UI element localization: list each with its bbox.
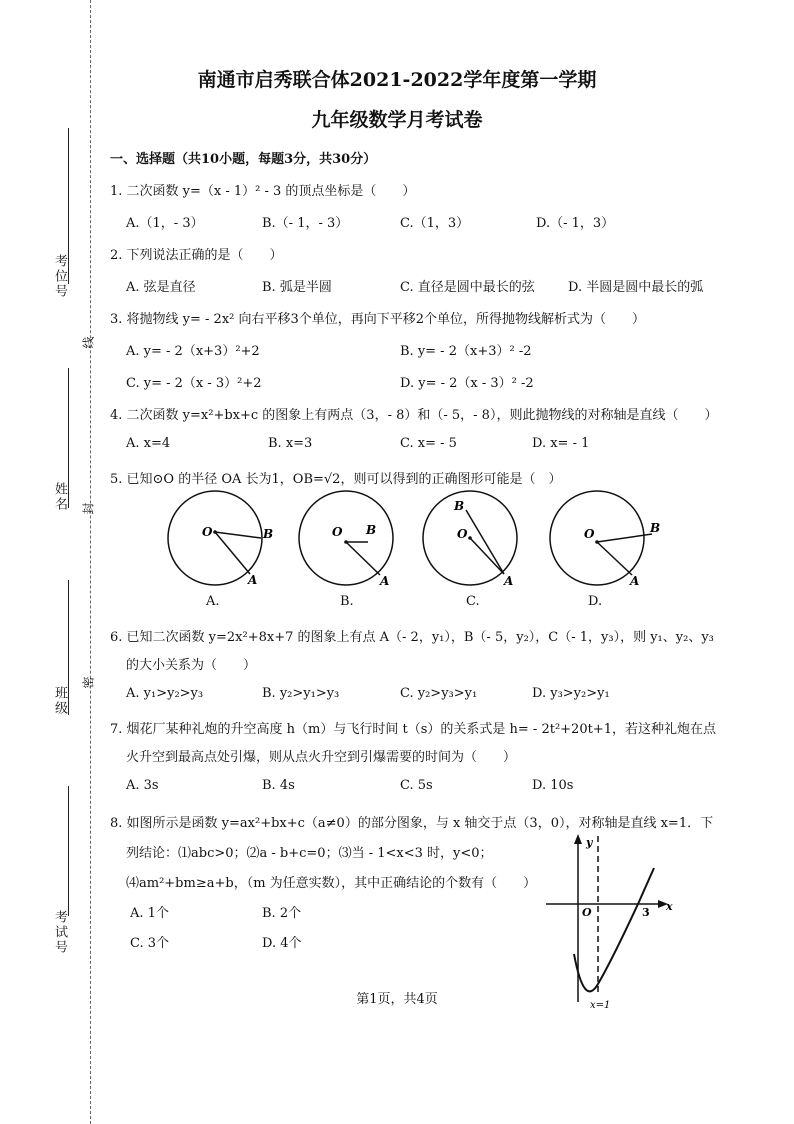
exam-subtitle: 九年级数学月考试卷 [311,109,483,131]
question-2-stem: 2. 下列说法正确的是（ ） [110,248,283,263]
circle-a-b-label: B [263,527,274,541]
circle-a-a-label: A [248,573,258,587]
question-3-stem: 3. 将抛物线 y= - 2x² 向右平移3个单位，再向下平移2个单位，所得抛物线解析式为（ ） [110,312,646,327]
seat-number-label: 考位号 [52,254,67,299]
graph-origin-label: O [582,906,592,919]
question-8-stem-line1: 8. 如图所示是函数 y=ax²+bx+c（a≠0）的部分图象，与 x 轴交于点（3，0），对称轴是直线 x=1．下 [110,816,714,831]
graph-three-label: 3 [642,906,650,919]
question-2-option-c: C. 直径是圆中最长的弦 [400,280,535,295]
circle-b-o-label: O [332,525,343,539]
question-7-option-a: A. 3s [126,778,159,793]
question-8-stem-line3: ⑷am²+bm≥a+b，（m 为任意实数），其中正确结论的个数有（ ） [126,876,537,891]
circle-d-o-label: O [584,527,595,541]
question-3-option-b: B. y= - 2（x+3）² -2 [400,344,532,359]
question-6-option-b: B. y₂>y₁>y₃ [262,686,340,701]
question-7-option-c: C. 5s [400,778,433,793]
question-8-option-b: B. 2个 [262,906,302,921]
question-5-option-a: A. [206,594,220,609]
circle-c-a-label: A [504,574,514,588]
question-7-stem-line1: 7. 烟花厂某种礼炮的升空高度 h（m）与飞行时间 t（s）的关系式是 h= - 2t²+20t+1，若这种礼炮在点 [110,722,716,737]
question-6-stem-line1: 6. 已知二次函数 y=2x²+8x+7 的图象上有点 A（- 2，y₁），B（- 5，y₂），C（- 1，y₃），则 y₁、y₂、y₃ [110,630,714,645]
circle-b-b-label: B [366,523,377,537]
circle-figure-c [423,491,517,588]
circle-figure-b [299,491,393,588]
question-1-stem: 1. 二次函数 y=（x - 1）² - 3 的顶点坐标是（ ） [110,184,416,199]
question-3-option-c: C. y= - 2（x - 3）²+2 [126,376,262,391]
graph-y-label: y [586,836,593,849]
question-3-option-a: A. y= - 2（x+3）²+2 [126,344,260,359]
question-5-option-b: B. [340,594,354,609]
seal-mark-line: 线 [81,336,96,349]
question-4-option-d: D. x= - 1 [532,436,590,451]
graph-axis-label: x=1 [590,1000,611,1011]
question-4-stem: 4. 二次函数 y=x²+bx+c 的图象上有两点（3，- 8）和（- 5，- 8），则此抛物线的对称轴是直线（ ） [110,408,718,423]
question-5-stem: 5. 已知⊙O 的半径 OA 长为1，OB=√2，则可以得到的正确图形可能是（ ） [110,472,562,487]
question-1-option-a: A.（1，- 3） [126,216,204,231]
question-5-option-c: C. [466,594,480,609]
name-label: 姓名 [52,482,67,512]
question-1-option-d: D.（- 1，3） [536,216,615,231]
circle-a-o-label: O [202,525,213,539]
binding-line [68,786,69,916]
question-4-option-a: A. x=4 [126,436,171,451]
question-8-parabola-graph [538,832,678,1012]
question-2-option-d: D. 半圆是圆中最长的弧 [568,280,704,295]
question-6-stem-line2: 的大小关系为（ ） [126,658,257,673]
circle-c-o-label: O [457,527,468,541]
question-8-option-a: A. 1个 [130,906,169,921]
question-7-option-b: B. 4s [262,778,295,793]
graph-x-label: x [666,900,673,913]
question-2-option-b: B. 弧是半圆 [262,280,332,295]
question-7-stem-line2: 火升空到最高点处引爆，则从点火升空到引爆需要的时间为（ ） [126,750,517,765]
question-6-option-d: D. y₃>y₂>y₁ [532,686,610,701]
seal-mark-seal: 封 [81,502,96,515]
question-5-option-d: D. [588,594,603,609]
circle-figure-a [168,491,273,587]
question-5-circle-figures [160,488,740,592]
question-1-option-b: B.（- 1，- 3） [262,216,349,231]
question-6-option-c: C. y₂>y₃>y₁ [400,686,478,701]
question-7-option-d: D. 10s [532,778,574,793]
question-2-option-a: A. 弦是直径 [126,280,196,295]
circle-c-b-label: B [454,499,465,513]
seal-mark-secret: 密 [81,676,96,689]
binding-dashed-line [90,0,91,1124]
circle-d-a-label: A [630,574,640,588]
circle-figure-d [550,491,660,588]
exam-number-label: 考试号 [52,910,67,955]
question-8-option-c: C. 3个 [130,936,170,951]
question-4-option-c: C. x= - 5 [400,436,457,451]
class-label: 班级 [52,686,67,716]
question-1-option-c: C.（1，3） [400,216,470,231]
question-6-option-a: A. y₁>y₂>y₃ [126,686,204,701]
question-3-option-d: D. y= - 2（x - 3）² -2 [400,376,534,391]
page-footer: 第1页，共4页 [356,992,438,1007]
circle-b-a-label: A [380,574,390,588]
section-heading: 一、选择题（共10小题，每题3分，共30分） [110,152,377,167]
exam-title: 南通市启秀联合体2021-2022学年度第一学期 [197,69,597,91]
question-8-option-d: D. 4个 [262,936,302,951]
question-8-stem-line2: 列结论：⑴abc>0；⑵a - b+c=0；⑶当 - 1<x<3 时，y<0； [126,846,493,861]
circle-d-b-label: B [650,521,661,535]
question-4-option-b: B. x=3 [268,436,313,451]
